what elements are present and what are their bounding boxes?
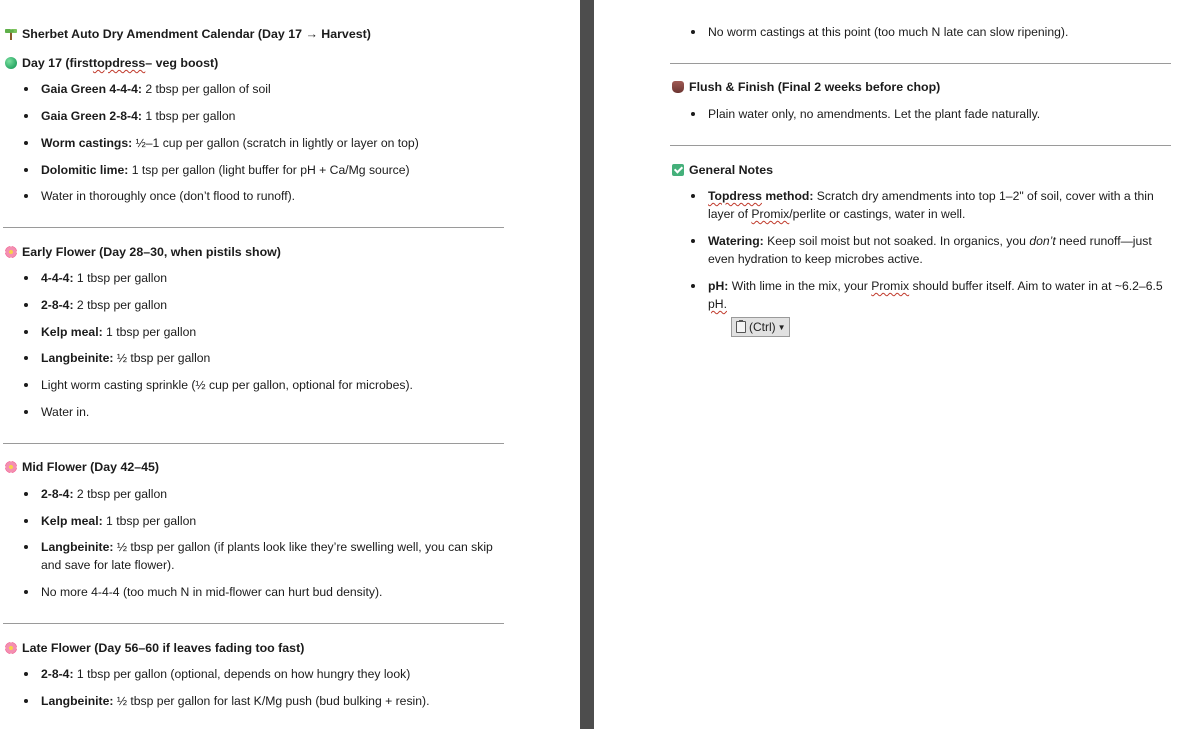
divider: [670, 145, 1171, 146]
divider: [3, 623, 504, 624]
list-item: Topdress method: Scratch dry amendments into top 1–2" of soil, cover with a thin layer of Promix/perlite or castings, water in well.: [708, 187, 1170, 223]
list-item: Water in.: [41, 405, 90, 419]
seedling-icon: [5, 28, 17, 40]
divider: [3, 227, 504, 228]
list-item: 2-8-4: 2 tbsp per gallon: [41, 298, 168, 312]
list-item: Kelp meal: 1 tbsp per gallon: [41, 325, 197, 339]
list-item: No worm castings at this point (too much N late can slow ripening).: [708, 25, 1069, 39]
list-item: Light worm casting sprinkle (½ cup per gallon, optional for microbes).: [41, 378, 413, 392]
divider: [670, 63, 1171, 64]
section-heading-early-flower: Early Flower (Day 28–30, when pistils show): [5, 245, 281, 259]
list-item: No more 4-4-4 (too much N in mid-flower can hurt bud density).: [41, 585, 383, 599]
list-item: Water in thoroughly once (don’t flood to runoff).: [41, 189, 296, 203]
cherry-blossom-icon: [5, 246, 17, 258]
list-item: pH: With lime in the mix, your Promix should buffer itself. Aim to water in at ~6.2–6.5 pH.: [708, 277, 1170, 313]
section-heading-late-flower: Late Flower (Day 56–60 if leaves fading too fast): [5, 641, 304, 655]
page-gutter: [580, 0, 594, 729]
chevron-down-icon: ▼: [777, 322, 786, 332]
section-heading-flush: Flush & Finish (Final 2 weeks before chop): [672, 80, 940, 94]
cherry-blossom-icon: [5, 642, 17, 654]
cup-icon: [672, 81, 684, 93]
list-item: Dolomitic lime: 1 tsp per gallon (light buffer for pH + Ca/Mg source): [41, 163, 410, 177]
list-item: Langbeinite: ½ tbsp per gallon for last K/Mg push (bud bulking + resin).: [41, 694, 430, 708]
list-item: Gaia Green 4-4-4: 2 tbsp per gallon of soil: [41, 82, 271, 96]
list-item: 4-4-4: 1 tbsp per gallon: [41, 271, 168, 285]
list-item: Worm castings: ½–1 cup per gallon (scratch in lightly or layer on top): [41, 136, 419, 150]
list-item: Plain water only, no amendments. Let the plant fade naturally.: [708, 107, 1041, 121]
green-circle-icon: [5, 57, 17, 69]
check-mark-icon: [672, 164, 684, 176]
paste-options-button[interactable]: (Ctrl) ▼: [731, 317, 790, 337]
list-item: Kelp meal: 1 tbsp per gallon: [41, 514, 197, 528]
list-item: 2-8-4: 2 tbsp per gallon: [41, 487, 168, 501]
list-item: 2-8-4: 1 tbsp per gallon (optional, depends on how hungry they look): [41, 667, 411, 681]
cherry-blossom-icon: [5, 461, 17, 473]
clipboard-icon: [736, 321, 746, 333]
section-heading-general-notes: General Notes: [672, 163, 773, 177]
list-item: Langbeinite: ½ tbsp per gallon (if plants look like they’re swelling well, you can skip and save for late flower).: [41, 538, 501, 574]
section-heading-day17: Day 17 (first topdress – veg boost): [5, 56, 218, 70]
divider: [3, 443, 504, 444]
list-item: Watering: Keep soil moist but not soaked. In organics, you don’t need runoff—just even hydration to keep microbes active.: [708, 232, 1170, 268]
list-item: Gaia Green 2-8-4: 1 tbsp per gallon: [41, 109, 236, 123]
document-title: Sherbet Auto Dry Amendment Calendar (Day 17 → Harvest): [5, 27, 371, 41]
list-item: Langbeinite: ½ tbsp per gallon: [41, 351, 211, 365]
section-heading-mid-flower: Mid Flower (Day 42–45): [5, 460, 159, 474]
